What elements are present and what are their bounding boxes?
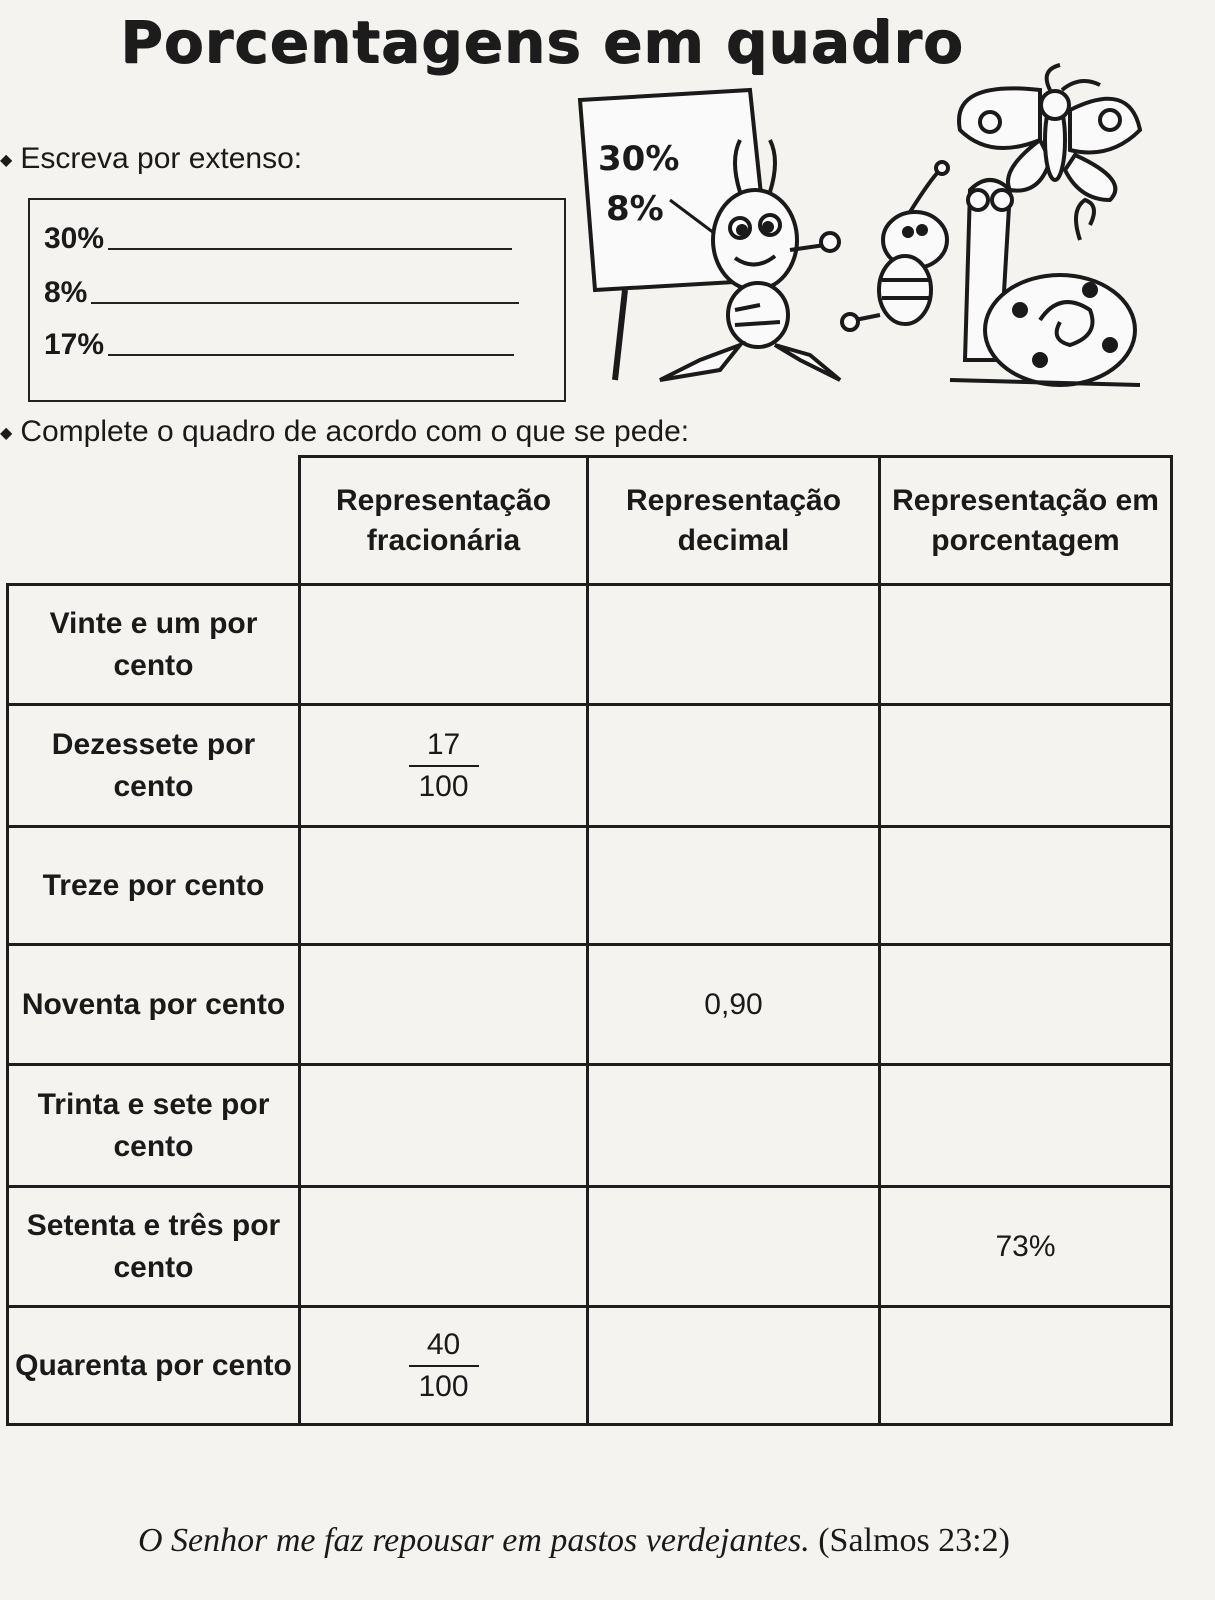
fraction-cell[interactable]	[300, 585, 588, 705]
percent-label: 30%	[44, 222, 105, 255]
snail-icon	[950, 180, 1140, 385]
fraction-cell[interactable]	[300, 827, 588, 945]
table-row	[8, 1307, 1172, 1425]
table-header-row	[8, 457, 1172, 585]
board-text: 8%	[606, 189, 664, 229]
table-row	[8, 1065, 1172, 1187]
verse-reference: (Salmos 23:2)	[818, 1522, 1010, 1559]
row-label: Quarenta por cento	[8, 1307, 300, 1425]
page-title: Porcentagens em quadro	[120, 8, 964, 76]
answer-line[interactable]	[108, 247, 512, 250]
cartoon-insects-illustration	[570, 60, 1170, 410]
verse-text: O Senhor me faz repousar em pastos verdejantes.	[138, 1522, 810, 1559]
table-row	[8, 705, 1172, 827]
fraction-bar	[409, 765, 479, 767]
fraction-cell[interactable]	[300, 705, 588, 827]
instruction-text: Escreva por extenso:	[20, 142, 303, 175]
row-label: Setenta e três por cento	[8, 1187, 300, 1307]
percent-label: 8%	[44, 276, 88, 309]
write-out-box	[28, 198, 566, 402]
decimal-cell[interactable]	[588, 827, 880, 945]
denominator: 100	[418, 1369, 469, 1403]
write-row	[44, 328, 514, 362]
percentages-table	[6, 455, 1173, 1426]
write-row	[44, 222, 512, 256]
numerator: 17	[426, 727, 461, 761]
header-fraction: Representação fracionária	[300, 457, 588, 585]
percent-cell[interactable]: 73%	[880, 1187, 1172, 1307]
table-row	[8, 1187, 1172, 1307]
table-row	[8, 585, 1172, 705]
fraction-value	[409, 727, 479, 805]
numerator: 40	[426, 1327, 461, 1361]
decimal-cell[interactable]	[588, 705, 880, 827]
corner-cell	[8, 457, 300, 585]
row-label: Vinte e um por cento	[8, 585, 300, 705]
answer-line[interactable]	[108, 353, 514, 356]
write-row	[44, 276, 519, 310]
row-label: Dezessete por cento	[8, 705, 300, 827]
row-label: Trinta e sete por cento	[8, 1065, 300, 1187]
row-label: Treze por cento	[8, 827, 300, 945]
instruction-complete-table	[0, 415, 689, 449]
fraction-bar	[409, 1365, 479, 1367]
diamond-bullet-icon: ◆	[0, 152, 13, 170]
bee-icon	[842, 162, 948, 330]
fraction-cell[interactable]	[300, 1307, 588, 1425]
percent-cell[interactable]	[880, 1307, 1172, 1425]
fraction-cell[interactable]	[300, 1187, 588, 1307]
fraction-cell[interactable]	[300, 1065, 588, 1187]
denominator: 100	[418, 769, 469, 803]
decimal-cell[interactable]	[588, 1187, 880, 1307]
percent-cell[interactable]	[880, 705, 1172, 827]
percent-cell[interactable]	[880, 827, 1172, 945]
decimal-cell[interactable]	[588, 1307, 880, 1425]
row-label: Noventa por cento	[8, 945, 300, 1065]
percent-cell[interactable]	[880, 1065, 1172, 1187]
percent-label: 17%	[44, 328, 105, 361]
header-percent: Representação em porcentagem	[880, 457, 1172, 585]
table-row	[8, 945, 1172, 1065]
instruction-write-out	[0, 142, 302, 176]
fraction-cell[interactable]	[300, 945, 588, 1065]
decimal-cell[interactable]: 0,90	[588, 945, 880, 1065]
board-text: 30%	[598, 139, 680, 179]
diamond-bullet-icon: ◆	[0, 425, 13, 443]
instruction-text: Complete o quadro de acordo com o que se pede:	[20, 415, 690, 448]
answer-line[interactable]	[91, 301, 519, 304]
table-row	[8, 827, 1172, 945]
decimal-cell[interactable]	[588, 1065, 880, 1187]
decimal-cell[interactable]	[588, 585, 880, 705]
bible-verse-footer	[138, 1522, 1010, 1560]
percent-cell[interactable]	[880, 945, 1172, 1065]
percent-cell[interactable]	[880, 585, 1172, 705]
header-decimal: Representação decimal	[588, 457, 880, 585]
fraction-value	[409, 1327, 479, 1405]
